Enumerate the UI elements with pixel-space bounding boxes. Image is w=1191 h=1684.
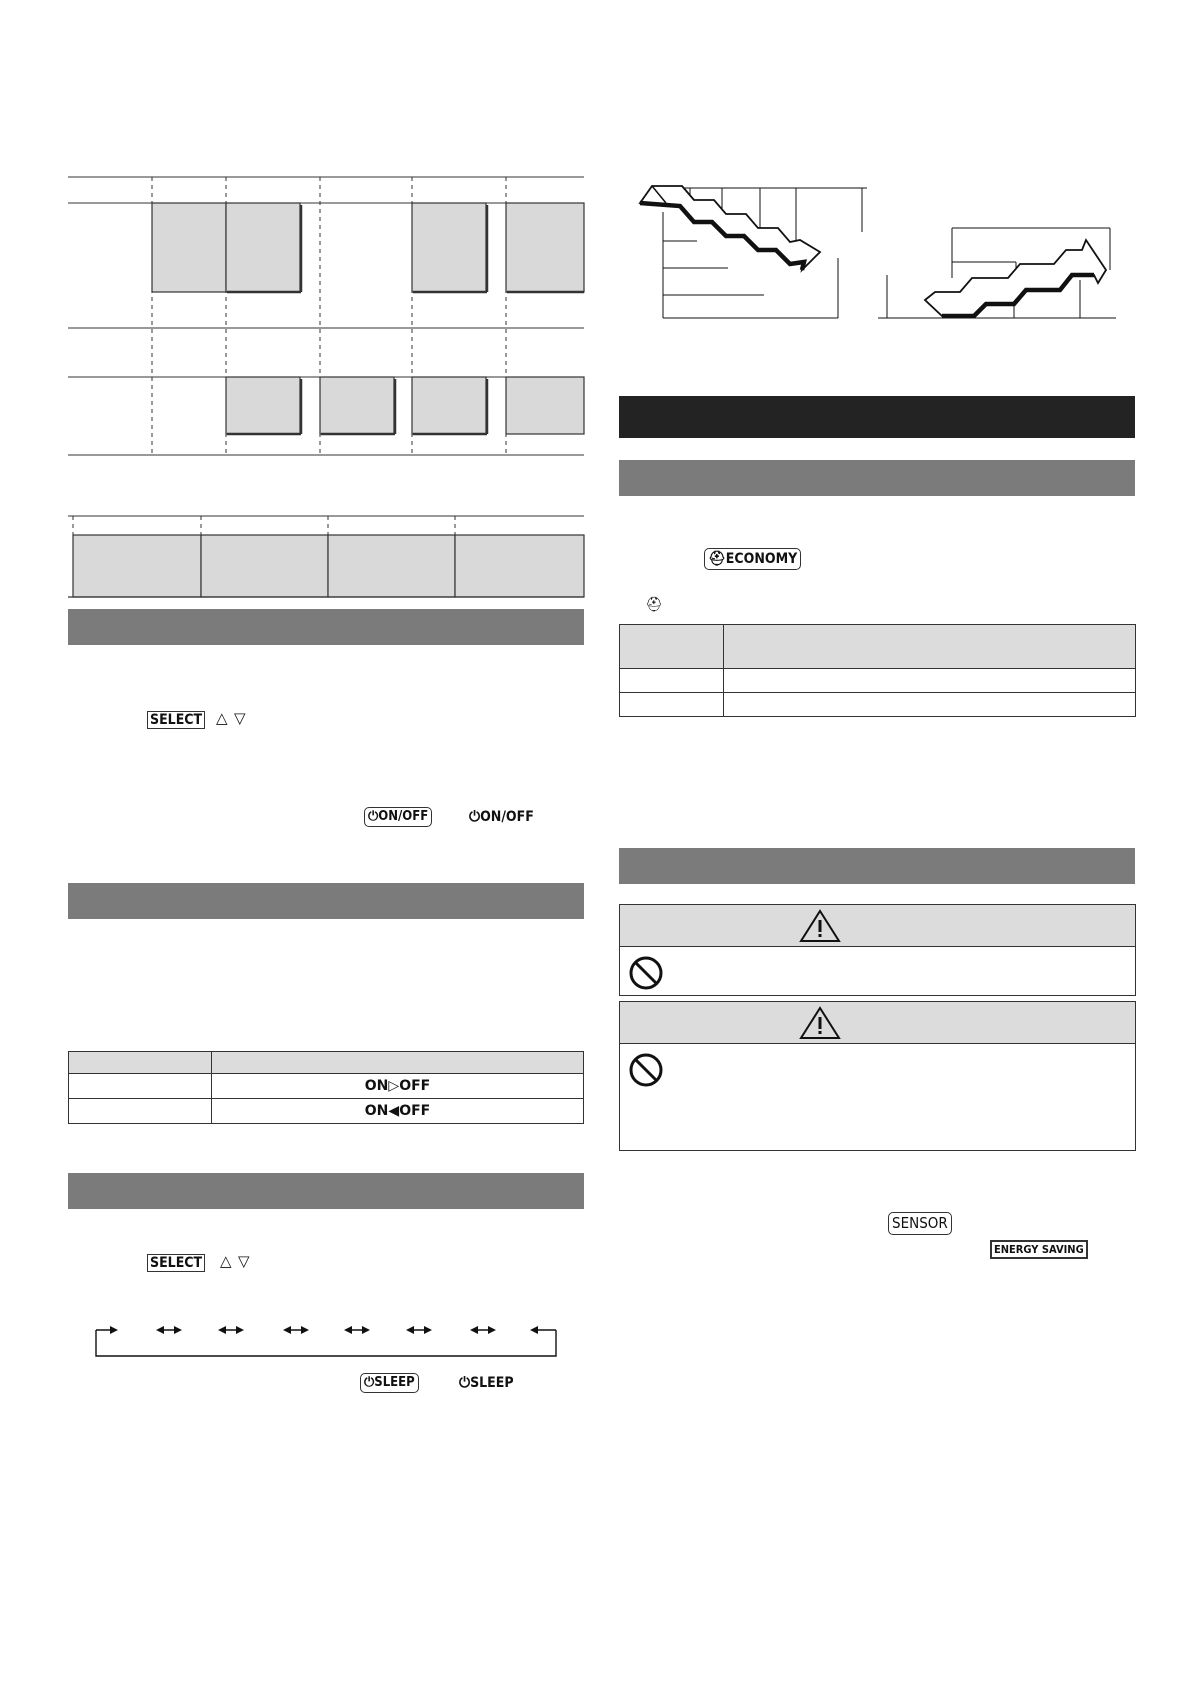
section-header-bar-1: [68, 609, 584, 645]
sleep-label: ⏻SLEEP: [459, 1375, 514, 1391]
economy-table: [619, 624, 1136, 717]
on-off-timer-table: [68, 1051, 584, 1124]
up-arrow-icon[interactable]: △: [220, 1252, 232, 1270]
warning-icon: [799, 909, 841, 943]
table-row: [620, 669, 1136, 693]
timing-row-2-blocks: [226, 377, 584, 434]
timing-chart-2-blocks: [73, 535, 584, 597]
sleep-cycle-loop: [96, 1330, 556, 1356]
reverse-icon: ◀: [388, 1103, 400, 1119]
power-icon: ⏻: [469, 809, 481, 825]
descending-staircase-diagram: [640, 186, 867, 318]
on-off-button[interactable]: ⏻ON/OFF: [364, 807, 432, 827]
power-icon: ⏻: [368, 809, 379, 824]
up-arrow-icon[interactable]: △: [216, 709, 228, 727]
power-icon: ⏻: [459, 1375, 471, 1391]
prohibition-icon: [628, 1052, 664, 1088]
energy-saving-button[interactable]: ENERGY SAVING: [990, 1240, 1088, 1259]
down-arrow-icon[interactable]: ▽: [234, 709, 246, 727]
table-header-cell: [69, 1052, 212, 1074]
section-header-bar-2: [68, 883, 584, 919]
timing-row-1-blocks: [152, 203, 584, 292]
section-header-bar-economy: [619, 460, 1135, 496]
table-row: [620, 693, 1136, 717]
select-button[interactable]: SELECT: [147, 711, 205, 729]
sensor-button[interactable]: SENSOR: [888, 1212, 952, 1235]
table-row: ON◀OFF: [69, 1099, 584, 1124]
sleep-button[interactable]: ⏻SLEEP: [360, 1373, 419, 1393]
ascending-staircase-diagram: [878, 228, 1116, 318]
table-header-cell: [724, 625, 1136, 669]
chapter-title-bar: [619, 396, 1135, 438]
section-header-bar-3: [68, 1173, 584, 1209]
warning-box-2: [619, 1001, 1136, 1151]
table-header-cell: [620, 625, 724, 669]
timing-chart-2: [68, 516, 584, 535]
on-off-label: ⏻ON/OFF: [469, 809, 534, 825]
table-row: ON▷OFF: [69, 1074, 584, 1099]
warning-icon: [799, 1006, 841, 1040]
economy-button[interactable]: ⛑ECONOMY: [704, 548, 801, 570]
economy-icon: ⛑: [708, 551, 726, 567]
table-header-cell: [212, 1052, 584, 1074]
warning-box-1: [619, 904, 1136, 996]
economy-indicator-icon: ⛑: [645, 597, 663, 613]
section-header-bar-sensor: [619, 848, 1135, 884]
play-icon: ▷: [388, 1078, 400, 1094]
power-icon: ⏻: [364, 1375, 375, 1390]
prohibition-icon: [628, 955, 664, 991]
select-button-2[interactable]: SELECT: [147, 1254, 205, 1272]
down-arrow-icon[interactable]: ▽: [238, 1252, 250, 1270]
